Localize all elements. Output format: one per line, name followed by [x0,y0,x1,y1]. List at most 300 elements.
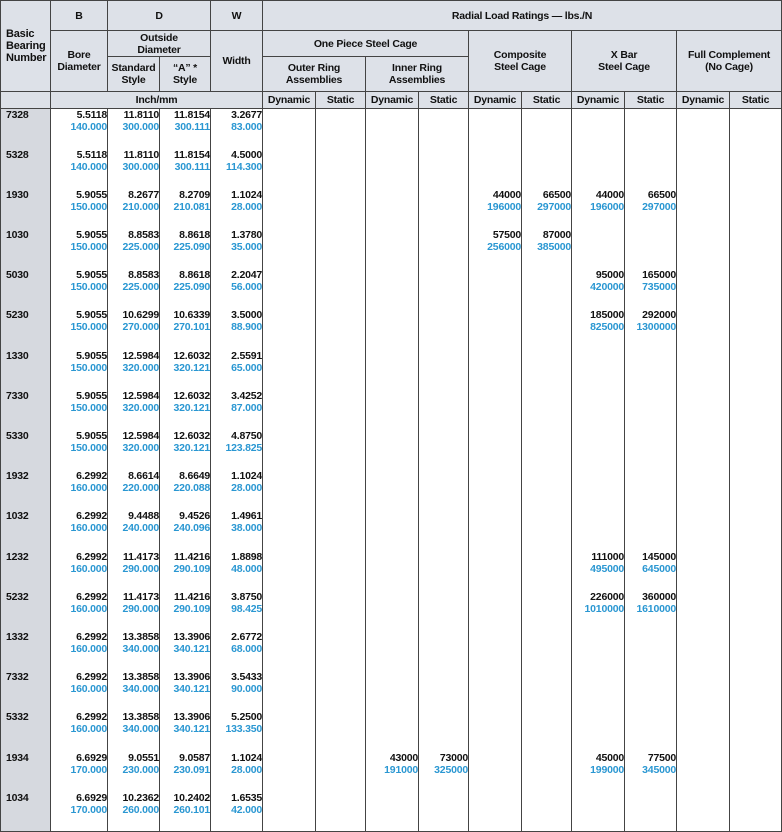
imperial-value: 8.8618 [179,229,211,242]
inner-static-cell [419,390,469,430]
composite-static-cell [522,631,572,671]
outer-dynamic-header: Dynamic [263,92,316,109]
composite-static-cell [522,470,572,510]
inner-dynamic-cell [366,551,419,591]
imperial-value: 1.1024 [231,188,263,201]
imperial-value: 6.2992 [76,470,107,483]
imperial-value: 5.9055 [76,349,107,362]
bore-cell [51,109,108,149]
xbar-static-cell [625,631,677,671]
bearing-number: 1332 [1,631,51,671]
imperial-value: 12.6032 [173,389,211,402]
a-style-od-cell [160,189,211,229]
composite-dynamic-cell [469,631,522,671]
outer-static-cell [316,551,366,591]
metric-value: 225.090 [173,241,211,254]
inner-static-cell [419,430,469,470]
inner-static-cell [419,269,469,309]
inner-dynamic-cell [366,350,419,390]
metric-value: 150.000 [70,241,107,254]
table-row [1,671,782,711]
full-dynamic-cell [677,591,730,631]
full-static-cell [730,510,782,550]
width-cell [211,752,263,792]
imperial-value: 12.6032 [173,349,211,362]
composite-static-cell [522,229,572,269]
imperial-value: 11.4216 [174,590,211,603]
metric-value: 260.000 [122,803,159,816]
imperial-value: 73000 [439,751,469,764]
outer-dynamic-cell [263,149,316,189]
standard-style-header: Standard Style [108,57,160,92]
inner-static-cell [419,671,469,711]
full-dynamic-cell [677,309,730,349]
imperial-value: 2.6772 [231,630,263,643]
composite-dynamic-cell [469,189,522,229]
imperial-value: 10.2362 [122,791,159,804]
table-row [1,189,782,229]
imperial-value: 3.8750 [231,590,263,603]
standard-od-cell [108,551,160,591]
inner-static-cell [419,711,469,751]
composite-dynamic-cell [469,269,522,309]
full-static-cell [730,430,782,470]
outer-dynamic-cell [263,591,316,631]
outer-static-cell [316,711,366,751]
bearing-number: 7332 [1,671,51,711]
composite-static-cell [522,591,572,631]
full-static-cell [730,470,782,510]
metric-value: 320.121 [173,442,211,454]
imperial-value: 1.1024 [231,751,263,764]
full-static-cell [730,189,782,229]
standard-od-cell [108,109,160,149]
xbar-dynamic-cell [572,711,625,751]
inner-dynamic-cell [366,631,419,671]
xbar-dynamic-cell [572,551,625,591]
units-header: Inch/mm [51,92,263,109]
full-static-cell [730,711,782,751]
table-row [1,591,782,631]
outer-static-cell [316,430,366,470]
full-dynamic-cell [677,510,730,550]
standard-od-cell [108,229,160,269]
metric-value: 1610000 [636,602,677,615]
metric-value: 196000 [590,200,625,213]
metric-value: 48.000 [231,562,263,575]
outer-dynamic-cell [263,671,316,711]
metric-value: 340.000 [122,683,159,696]
full-static-cell [730,752,782,792]
composite-dynamic-cell [469,109,522,149]
imperial-value: 45000 [595,751,625,764]
bore-cell [51,671,108,711]
metric-value: 210.081 [173,200,211,213]
bearing-number: 5232 [1,591,51,631]
metric-value: 1010000 [584,602,625,615]
imperial-value: 145000 [642,550,677,563]
composite-static-cell [522,390,572,430]
bearing-number: 5328 [1,149,51,189]
bore-cell [51,551,108,591]
table-row [1,752,782,792]
imperial-value: 8.8618 [179,269,211,282]
width-header: Width [211,31,263,92]
inner-ring-header: Inner Ring Assemblies [366,57,469,92]
full-dynamic-cell [677,390,730,430]
metric-value: 735000 [642,281,677,294]
full-dynamic-cell [677,711,730,751]
imperial-value: 3.2677 [231,109,263,121]
bore-cell [51,631,108,671]
outer-static-cell [316,671,366,711]
bore-cell [51,390,108,430]
width-cell [211,631,263,671]
imperial-value: 11.4173 [123,550,159,563]
metric-value: 199000 [590,763,625,776]
bearing-number: 5330 [1,430,51,470]
imperial-value: 6.2992 [76,590,107,603]
imperial-value: 3.5000 [231,309,263,322]
composite-static-cell [522,711,572,751]
composite-dynamic-cell [469,711,522,751]
xbar-static-cell [625,510,677,550]
bore-cell [51,229,108,269]
metric-value: 133.350 [225,723,263,736]
imperial-value: 10.6339 [173,309,211,322]
standard-od-cell [108,510,160,550]
imperial-value: 11.8154 [174,109,211,121]
bore-cell [51,309,108,349]
imperial-value: 185000 [590,309,625,322]
metric-value: 65.000 [231,361,263,374]
imperial-value: 111000 [591,550,625,563]
bore-cell [51,189,108,229]
composite-static-cell [522,269,572,309]
composite-static-cell [522,350,572,390]
xbar-dynamic-header: Dynamic [572,92,625,109]
composite-static-cell [522,109,572,149]
inner-dynamic-header: Dynamic [366,92,419,109]
composite-dynamic-cell [469,430,522,470]
table-body [1,109,782,832]
a-style-od-cell [160,711,211,751]
table-row [1,229,782,269]
imperial-value: 9.4526 [179,510,211,523]
inner-static-cell [419,309,469,349]
table-row [1,430,782,470]
xbar-dynamic-cell [572,631,625,671]
bearing-number: 1934 [1,752,51,792]
inner-dynamic-cell [366,149,419,189]
imperial-value: 8.8583 [128,269,159,282]
inner-static-cell [419,109,469,149]
metric-value: 320.000 [122,401,159,414]
xbar-dynamic-cell [572,269,625,309]
outer-dynamic-cell [263,752,316,792]
outer-dynamic-cell [263,551,316,591]
imperial-value: 13.3858 [122,630,159,643]
outer-dynamic-cell [263,631,316,671]
composite-dynamic-cell [469,752,522,792]
imperial-value: 360000 [642,590,677,603]
imperial-value: 3.5433 [231,671,263,684]
imperial-value: 43000 [389,751,419,764]
width-cell [211,671,263,711]
outer-static-cell [316,269,366,309]
outer-dynamic-cell [263,470,316,510]
imperial-value: 13.3858 [122,711,159,724]
bore-cell [51,711,108,751]
composite-static-cell [522,551,572,591]
xbar-static-cell [625,390,677,430]
metric-value: 87.000 [231,401,263,414]
imperial-value: 12.5984 [122,389,159,402]
xbar-static-cell [625,189,677,229]
outer-static-cell [316,109,366,149]
width-cell [211,470,263,510]
width-cell [211,309,263,349]
metric-value: 300.000 [122,160,159,173]
metric-value: 160.000 [70,642,107,655]
full-dynamic-cell [677,752,730,792]
metric-value: 150.000 [70,200,107,213]
table-row [1,711,782,751]
xbar-static-cell [625,752,677,792]
xbar-dynamic-cell [572,470,625,510]
a-style-od-cell [160,671,211,711]
inner-dynamic-cell [366,189,419,229]
metric-value: 225.090 [173,281,211,294]
metric-value: 160.000 [70,683,107,696]
imperial-value: 77500 [647,751,677,764]
xbar-dynamic-cell [572,309,625,349]
a-style-od-cell [160,309,211,349]
xbar-dynamic-cell [572,591,625,631]
imperial-value: 1.4961 [231,510,263,523]
full-static-cell [730,591,782,631]
imperial-value: 6.2992 [76,630,107,643]
xbar-dynamic-cell [572,109,625,149]
imperial-value: 2.2047 [231,269,263,282]
outer-static-header: Static [316,92,366,109]
inner-dynamic-cell [366,510,419,550]
inner-dynamic-cell [366,229,419,269]
outer-static-cell [316,470,366,510]
metric-value: 320.000 [122,442,159,454]
imperial-value: 8.2709 [179,188,211,201]
composite-dynamic-cell [469,229,522,269]
imperial-value: 11.4173 [123,590,159,603]
metric-value: 290.000 [122,602,159,615]
bearing-number: 1030 [1,229,51,269]
xbar-dynamic-cell [572,189,625,229]
imperial-value: 11.8154 [174,148,211,161]
imperial-value: 5.9055 [76,229,107,242]
bore-cell [51,430,108,470]
xbar-dynamic-cell [572,350,625,390]
bearing-number: 5030 [1,269,51,309]
full-dynamic-cell [677,430,730,470]
full-static-cell [730,229,782,269]
outer-dynamic-cell [263,711,316,751]
xbar-static-cell [625,470,677,510]
imperial-value: 12.5984 [122,349,159,362]
metric-value: 260.101 [173,803,211,816]
full-dynamic-cell [677,149,730,189]
bore-cell [51,149,108,189]
metric-value: 240.096 [173,522,211,535]
composite-static-cell [522,752,572,792]
imperial-value: 226000 [590,590,625,603]
imperial-value: 292000 [642,309,677,322]
metric-value: 340.000 [122,723,159,736]
xbar-static-cell [625,350,677,390]
a-style-od-cell [160,390,211,430]
imperial-value: 87000 [542,229,572,242]
xbar-dynamic-cell [572,390,625,430]
outer-dynamic-cell [263,350,316,390]
width-cell [211,430,263,470]
outer-static-cell [316,350,366,390]
metric-value: 340.121 [173,683,211,696]
imperial-value: 95000 [595,269,625,282]
imperial-value: 5.9055 [76,309,107,322]
metric-value: 56.000 [231,281,263,294]
full-static-cell [730,631,782,671]
metric-value: 825000 [590,321,625,334]
width-cell [211,591,263,631]
full-static-cell [730,350,782,390]
xbar-header: X Bar Steel Cage [572,31,677,92]
outer-static-cell [316,309,366,349]
imperial-value: 6.2992 [76,550,107,563]
full-dynamic-cell [677,189,730,229]
xbar-static-cell [625,309,677,349]
composite-dynamic-cell [469,390,522,430]
metric-value: 300.111 [174,121,211,133]
width-cell [211,390,263,430]
width-cell [211,189,263,229]
xbar-static-cell [625,430,677,470]
composite-dynamic-cell [469,350,522,390]
metric-value: 240.000 [122,522,159,535]
width-cell [211,229,263,269]
metric-value: 230.000 [122,763,159,776]
composite-static-cell [522,671,572,711]
metric-value: 420000 [590,281,625,294]
composite-dynamic-cell [469,591,522,631]
bearing-number: 5332 [1,711,51,751]
outer-static-cell [316,631,366,671]
bearing-number: 1232 [1,551,51,591]
xbar-dynamic-cell [572,229,625,269]
metric-value: 38.000 [231,522,263,535]
bore-cell [51,591,108,631]
metric-value: 300.111 [174,160,211,173]
metric-value: 320.121 [173,361,211,374]
metric-value: 225.000 [122,241,159,254]
imperial-value: 6.2992 [76,510,107,523]
xbar-dynamic-cell [572,752,625,792]
table-row [1,350,782,390]
xbar-static-cell [625,229,677,269]
metric-value: 325000 [434,763,469,776]
imperial-value: 6.2992 [76,711,107,724]
imperial-value: 12.5984 [122,430,159,442]
imperial-value: 6.6929 [76,751,107,764]
metric-value: 290.109 [173,602,211,615]
inner-static-cell [419,470,469,510]
b-header: B [51,1,108,31]
full-dynamic-cell [677,269,730,309]
inner-static-cell [419,350,469,390]
width-cell [211,350,263,390]
inner-dynamic-cell [366,591,419,631]
inner-dynamic-cell [366,309,419,349]
imperial-value: 8.8583 [128,229,159,242]
bore-diameter-header: Bore Diameter [51,31,108,92]
metric-value: 98.425 [231,602,263,615]
outer-dynamic-cell [263,269,316,309]
a-style-od-cell [160,229,211,269]
standard-od-cell [108,350,160,390]
xbar-static-cell [625,109,677,149]
imperial-value: 5.2500 [231,711,263,724]
imperial-value: 4.8750 [231,430,263,442]
metric-value: 340.121 [173,723,211,736]
imperial-value: 1.1024 [231,470,263,483]
outer-dynamic-cell [263,510,316,550]
radial-load-header: Radial Load Ratings — lbs./N [263,1,782,31]
metric-value: 160.000 [70,562,107,575]
bearing-number: 1034 [1,792,51,832]
full-static-cell [730,551,782,591]
metric-value: 270.101 [173,321,211,334]
bearing-number: 1930 [1,189,51,229]
bearing-number: 7328 [1,109,51,149]
metric-value: 340.121 [173,642,211,655]
table-row [1,390,782,430]
inner-static-cell [419,229,469,269]
composite-dynamic-cell [469,149,522,189]
metric-value: 28.000 [231,763,263,776]
imperial-value: 10.6299 [122,309,159,322]
bore-cell [51,470,108,510]
bore-cell [51,269,108,309]
table-row [1,309,782,349]
imperial-value: 3.4252 [231,389,263,402]
outer-dynamic-cell [263,309,316,349]
a-style-header: “A” * Style [160,57,211,92]
table-row [1,631,782,671]
standard-od-cell [108,591,160,631]
metric-value: 225.000 [122,281,159,294]
inner-static-header: Static [419,92,469,109]
metric-value: 150.000 [70,321,107,334]
a-style-od-cell [160,149,211,189]
metric-value: 340.000 [122,642,159,655]
metric-value: 256000 [487,241,522,254]
imperial-value: 10.2402 [173,791,211,804]
metric-value: 191000 [384,763,419,776]
imperial-value: 1.6535 [231,791,263,804]
metric-value: 495000 [590,562,625,575]
standard-od-cell [108,430,160,470]
full-dynamic-cell [677,350,730,390]
metric-value: 645000 [642,562,677,575]
imperial-value: 57500 [492,229,522,242]
